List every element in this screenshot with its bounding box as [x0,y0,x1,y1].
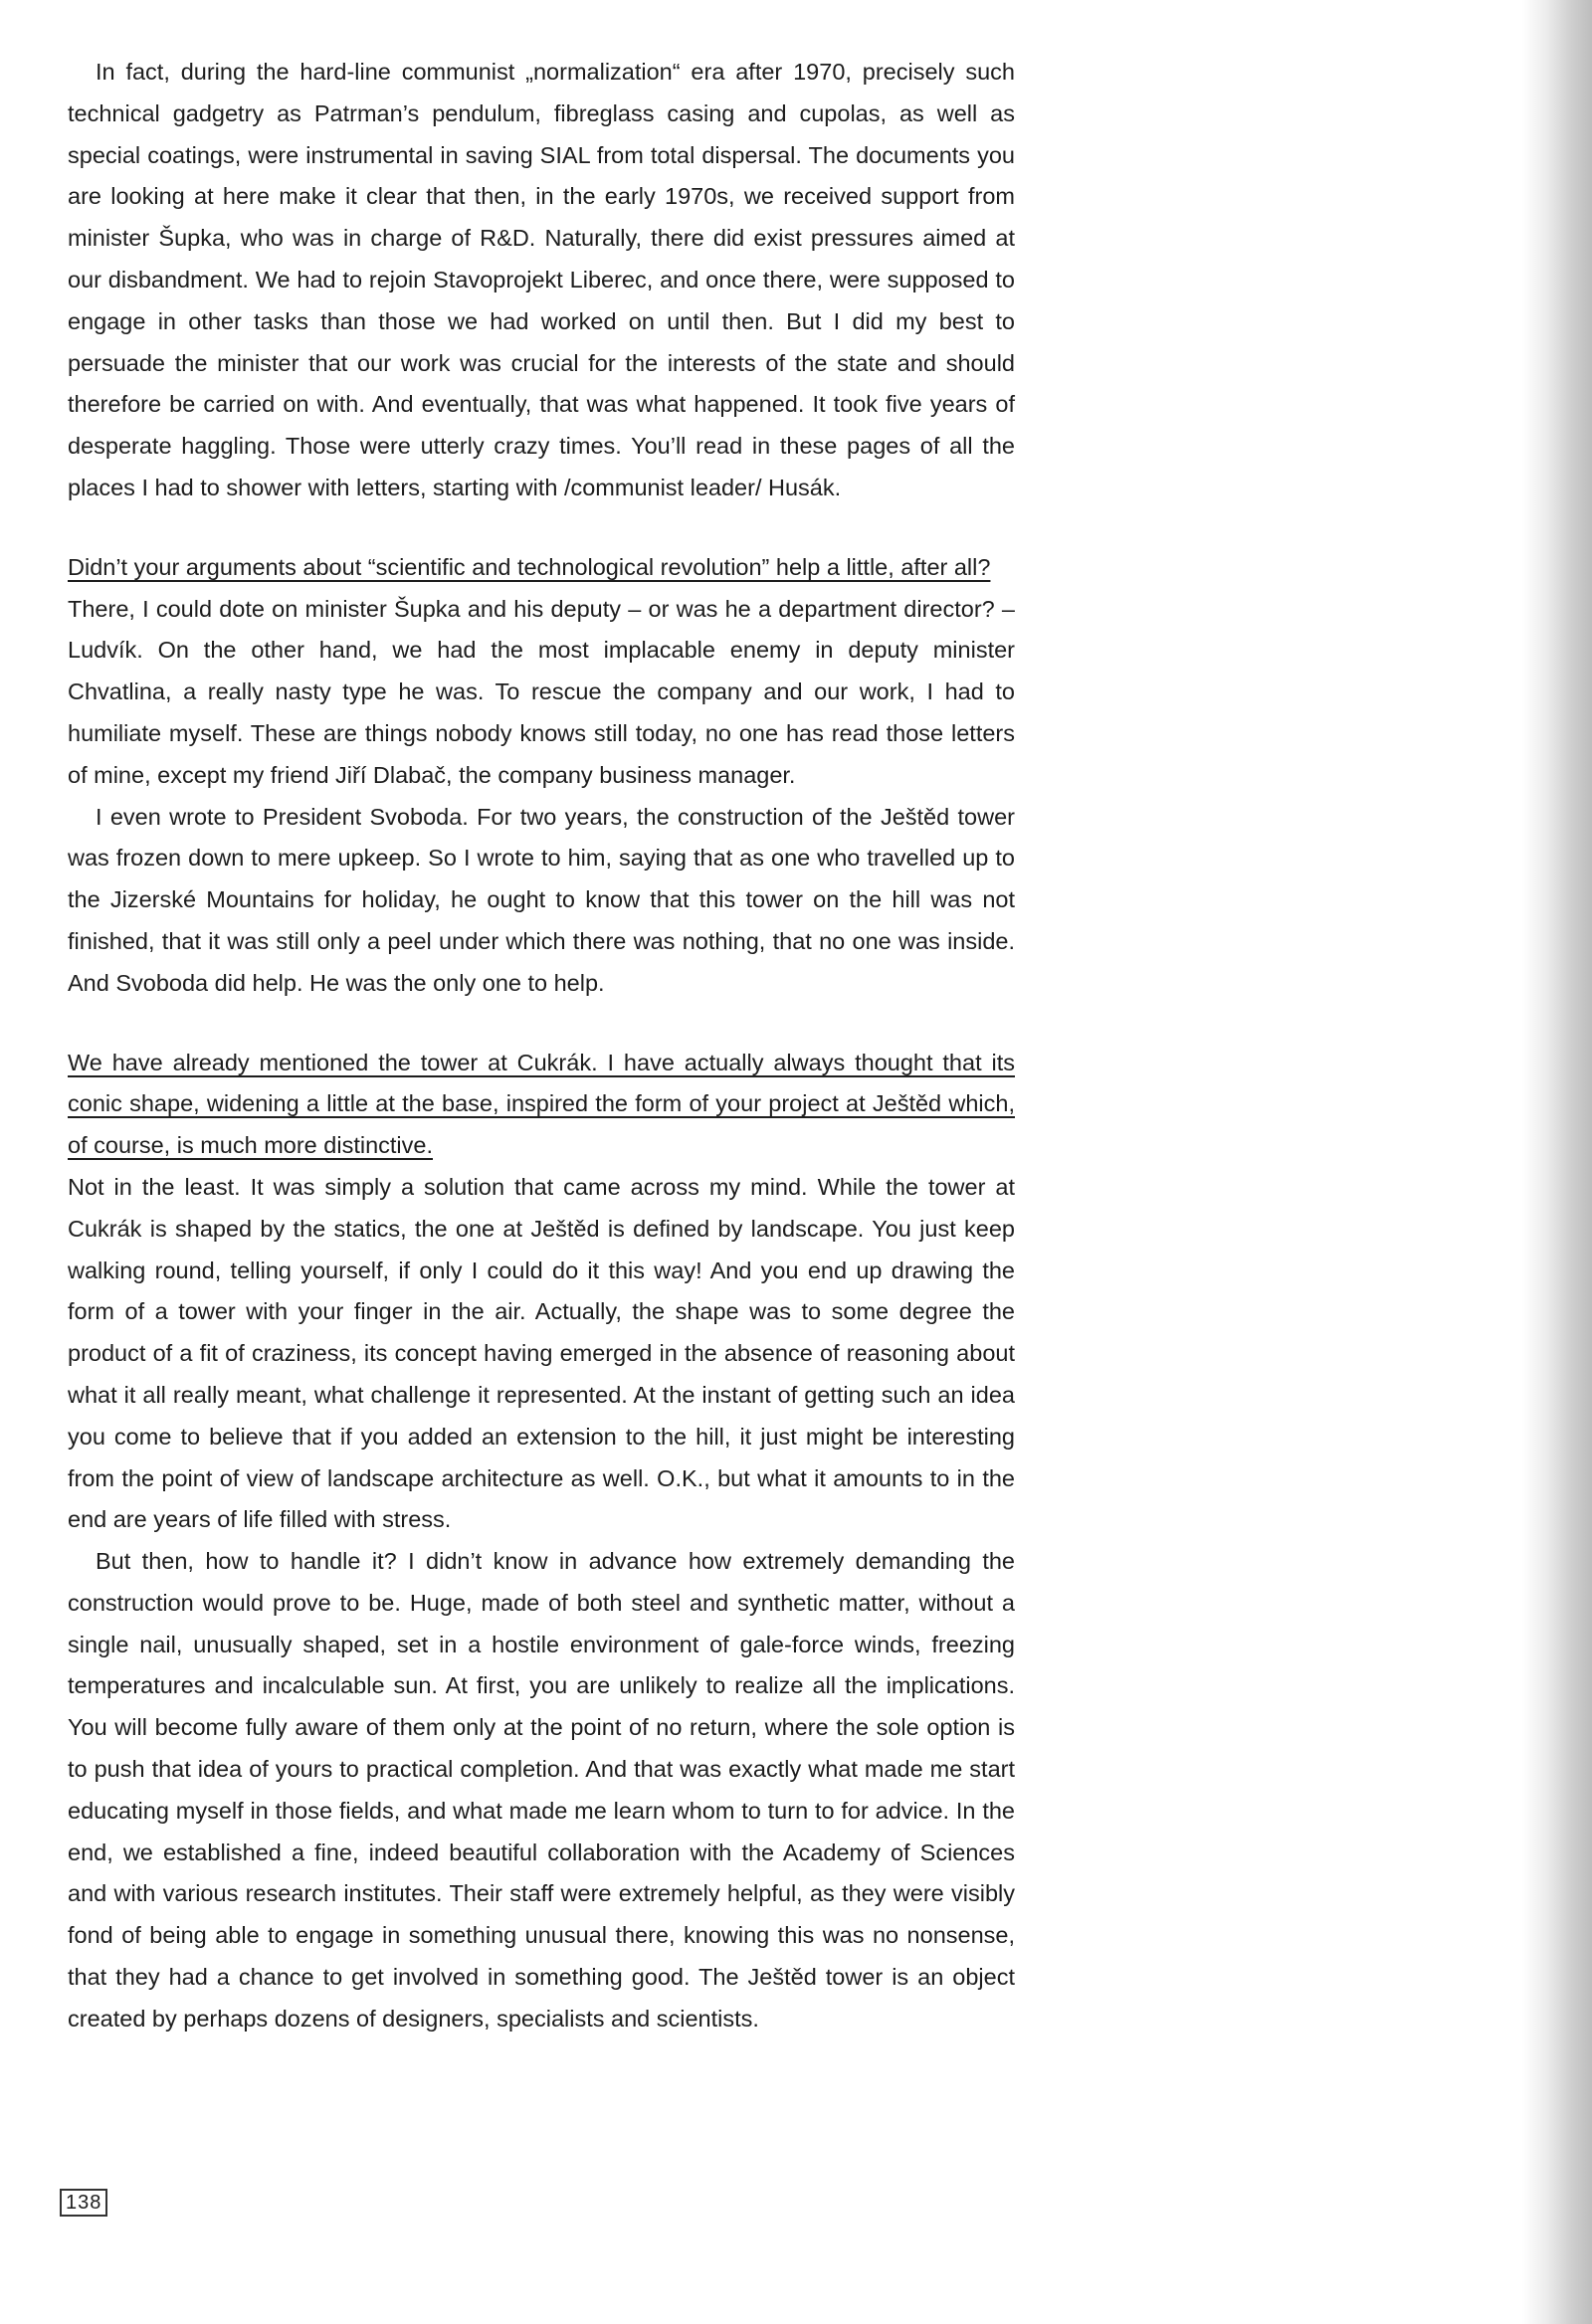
section-gap [68,1005,1015,1043]
article-body [68,52,1015,2040]
interview-question: We have already mentioned the tower at Cukrák. I have actually always thought that its conic shape, widening a little at the base, inspired the form of your project at Ještěd which, of course, is much more distinctive. [68,1049,1015,1159]
answer-paragraph: In fact, during the hard-line communist „normalization“ era after 1970, precisely such technical gadgetry as Patrman’s pendulum, fibreglass casing and cupolas, as well as special coatings, were instrumental in saving SIAL from total dispersal. The documents you are looking at here make it clear that then, in the early 1970s, we received support from minister Šupka, who was in charge of R&D. Naturally, there did exist pressures aimed at our disbandment. We had to rejoin Stavoprojekt Liberec, and once there, were supposed to engage in other tasks than those we had worked on until then. But I did my best to persuade the minister that our work was crucial for the interests of the state and should therefore be carried on with. And eventually, that was what happened. It took five years of desperate haggling. Those were utterly crazy times. You’ll read in these pages of all the places I had to shower with letters, starting with /communist leader/ Husák. [68,59,1015,500]
answer-paragraph: I even wrote to President Svoboda. For two years, the construction of the Ještěd tower was frozen down to mere upkeep. So I wrote to him, saying that as one who travelled up to the Jizerské Mountains for holiday, he ought to know that this tower on the hill was not finished, that it was still only a peel under which there was nothing, that no one was inside. And Svoboda did help. He was the only one to help. [68,803,1015,996]
answer-paragraph: But then, how to handle it? I didn’t know in advance how extremely demanding the construction would prove to be. Huge, made of both steel and synthetic matter, without a single nail, unusually shaped, set in a hostile environment of gale-force winds, freezing temperatures and incalculable sun. At first, you are unlikely to realize all the implications. You will become fully aware of them only at the point of no return, where the sole option is to push that idea of yours to practical completion. And that was exactly what made me start educating myself in those fields, and what made me learn whom to turn to for advice. In the end, we established a fine, indeed beautiful collaboration with the Academy of Sciences and with various research institutes. Their staff were extremely helpful, as they were visibly fond of being able to engage in something unusual there, knowing this was no nonsense, that they had a chance to get involved in something good. The Ještěd tower is an object created by perhaps dozens of designers, specialists and scientists. [68,1548,1015,2032]
page-binding-shadow [1522,0,1592,2324]
section-gap [68,509,1015,547]
interview-question: Didn’t your arguments about “scientific and technological revolution” help a little, after all? [68,553,991,580]
page-number: 138 [60,2189,107,2217]
answer-paragraph: There, I could dote on minister Šupka and his deputy – or was he a department director? – Ludvík. On the other hand, we had the most implacable enemy in deputy minister Chvatlina, a really nasty type he was. To rescue the company and our work, I had to humiliate myself. These are things nobody knows still today, no one has read those letters of mine, except my friend Jiří Dlabač, the company business manager. [68,595,1015,788]
answer-paragraph: Not in the least. It was simply a solution that came across my mind. While the tower at Cukrák is shaped by the statics, the one at Ještěd is defined by landscape. You just keep walking round, telling yourself, if only I could do it this way! And you end up drawing the form of a tower with your finger in the air. Actually, the shape was to some degree the product of a fit of craziness, its concept having emerged in the absence of reasoning about what it all really meant, what challenge it represented. At the instant of getting such an idea you come to believe that if you added an extension to the hill, it just might be interesting from the point of view of landscape architecture as well. O.K., but what it amounts to in the end are years of life filled with stress. [68,1173,1015,1533]
